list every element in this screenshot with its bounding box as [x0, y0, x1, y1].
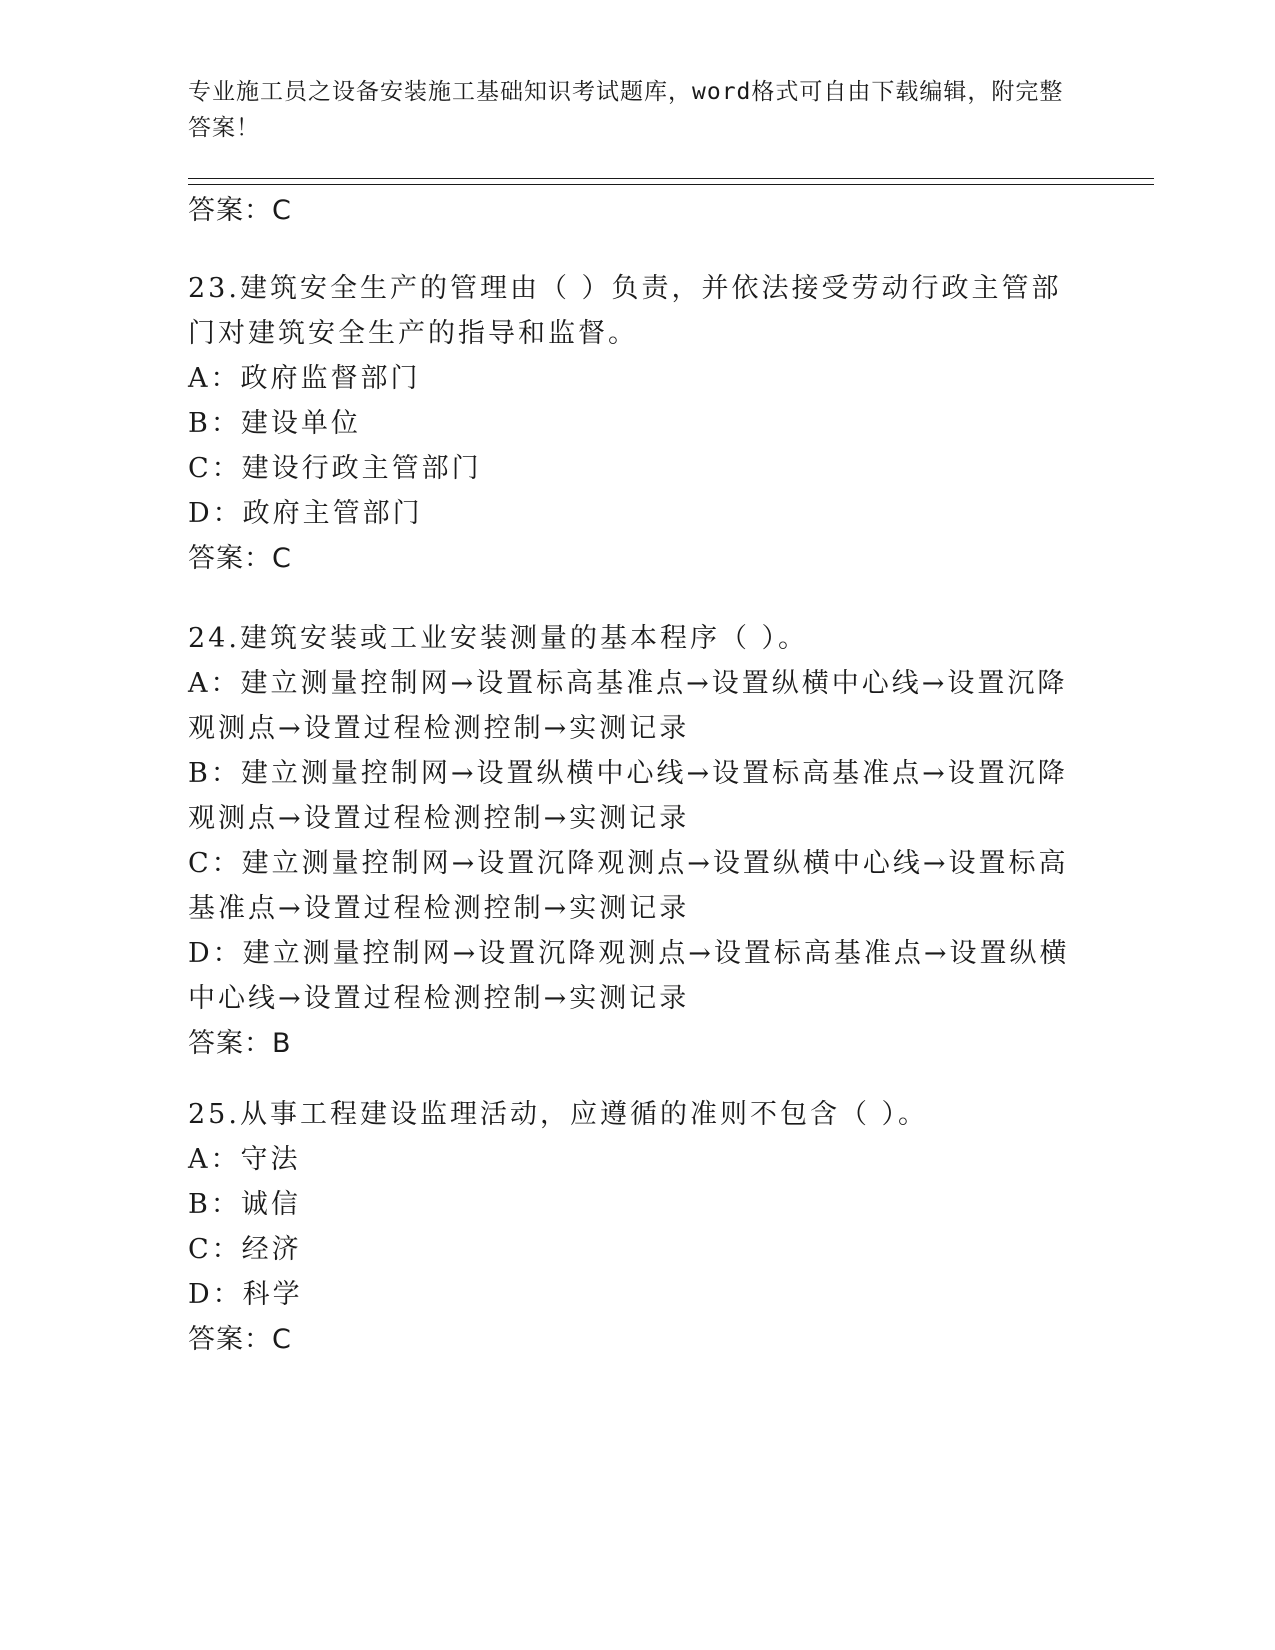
- option-c: C：建设行政主管部门: [188, 453, 482, 484]
- option-b: B：诚信: [188, 1189, 301, 1220]
- option-d: D：科学: [188, 1279, 303, 1310]
- question-stem: 23.建筑安全生产的管理由（ ）负责，并依法接受劳动行政主管部门对建筑安全生产的指导和监督。: [188, 273, 1062, 349]
- answer: 答案：C: [188, 543, 292, 574]
- header-divider: [188, 178, 1154, 185]
- question-stem: 25.从事工程建设监理活动，应遵循的准则不包含（ ）。: [188, 1099, 929, 1130]
- option-a: A：守法: [188, 1144, 301, 1175]
- option-c: C：建立测量控制网→设置沉降观测点→设置纵横中心线→设置标高基准点→设置过程检测控制→实测记录: [188, 848, 1069, 924]
- option-b: B：建设单位: [188, 408, 361, 439]
- previous-answer: 答案：C: [188, 195, 292, 226]
- answer: 答案：B: [188, 1028, 292, 1059]
- answer: 答案：C: [188, 1324, 292, 1355]
- question-24: [188, 616, 1088, 1066]
- question-23: [188, 266, 1088, 581]
- option-d: D：建立测量控制网→设置沉降观测点→设置标高基准点→设置纵横中心线→设置过程检测控制→实测记录: [188, 938, 1070, 1014]
- option-b: B：建立测量控制网→设置纵横中心线→设置标高基准点→设置沉降观测点→设置过程检测控制→实测记录: [188, 758, 1068, 834]
- option-d: D：政府主管部门: [188, 498, 423, 529]
- option-a: A：政府监督部门: [188, 363, 421, 394]
- document-header: 专业施工员之设备安装施工基础知识考试题库，word格式可自由下载编辑，附完整答案！: [188, 79, 1064, 141]
- question-stem: 24.建筑安装或工业安装测量的基本程序（ ）。: [188, 623, 809, 654]
- question-25: [188, 1092, 1088, 1362]
- option-a: A：建立测量控制网→设置标高基准点→设置纵横中心线→设置沉降观测点→设置过程检测控制→实测记录: [188, 668, 1068, 744]
- option-c: C：经济: [188, 1234, 302, 1265]
